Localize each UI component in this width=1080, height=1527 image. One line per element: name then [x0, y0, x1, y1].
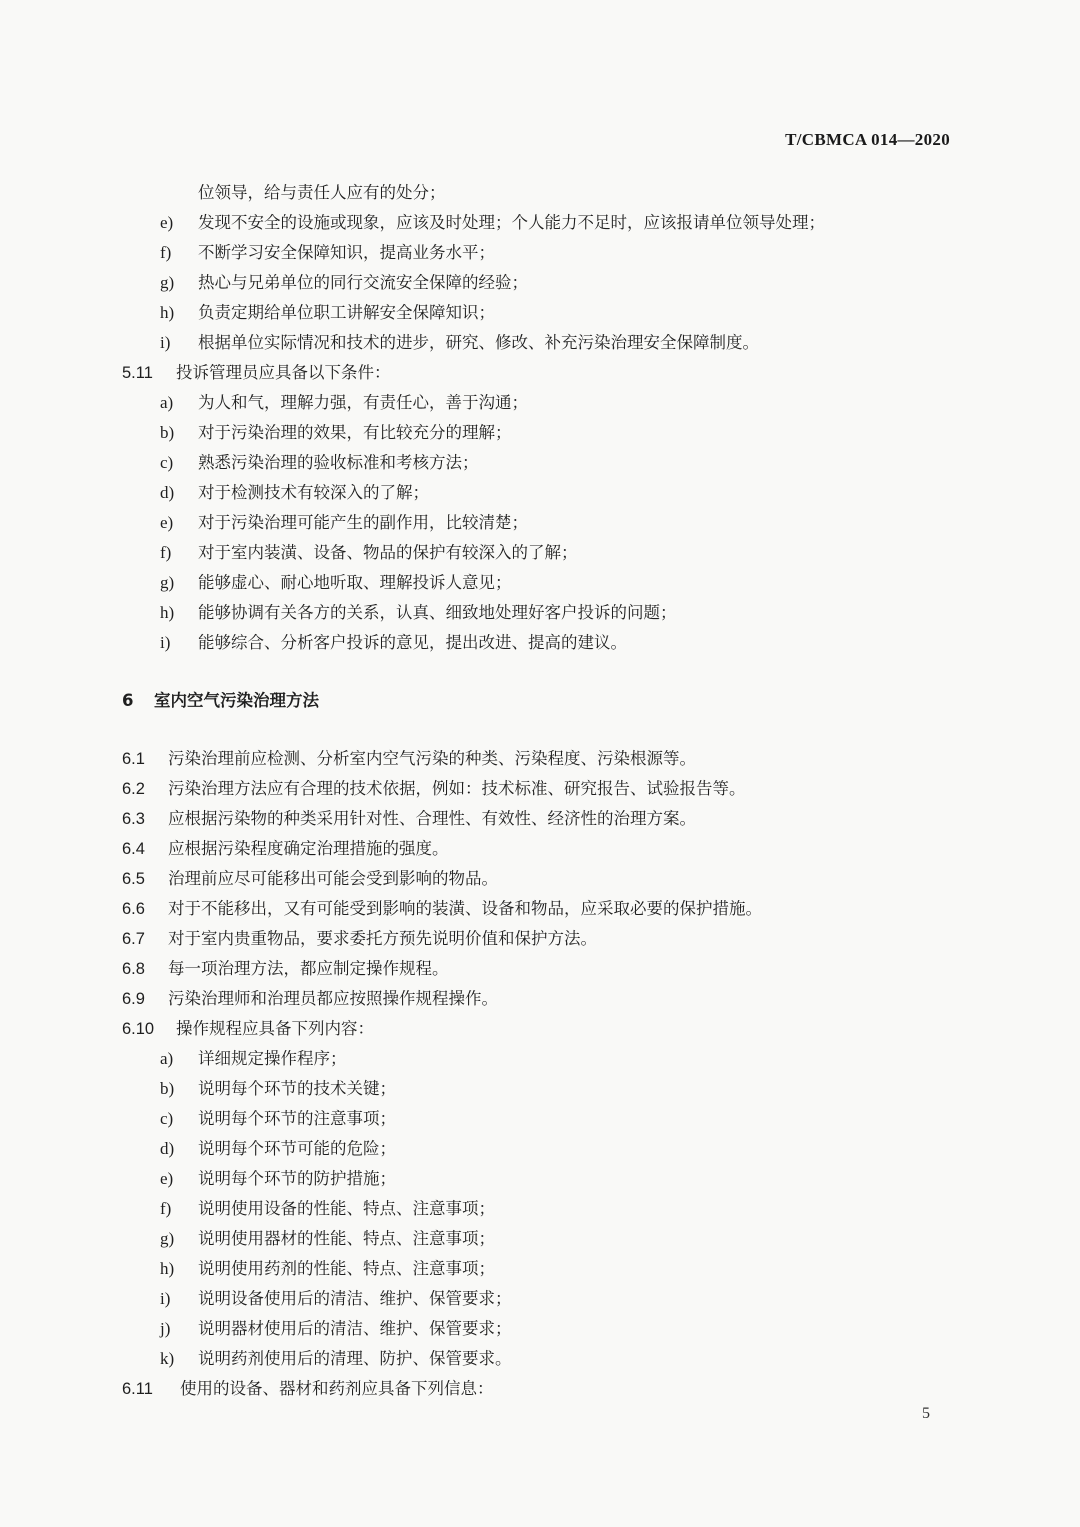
list-item-label: g)	[160, 273, 175, 292]
list-item-text: 对于污染治理可能产生的副作用，比较清楚；	[198, 513, 528, 532]
list-item-text: 说明每个环节可能的危险；	[198, 1139, 396, 1158]
list-item-text: 说明每个环节的技术关键；	[198, 1079, 396, 1098]
clause-number: 6.8	[122, 960, 145, 978]
clause-text: 操作规程应具备下列内容：	[176, 1019, 374, 1038]
clause-number: 6.3	[122, 810, 145, 828]
document-id: T/CBMCA 014—2020	[785, 130, 950, 149]
clause-number: 6.10	[122, 1020, 155, 1038]
list-item-text: 对于污染治理的效果，有比较充分的理解；	[198, 423, 512, 442]
clause-number: 6.2	[122, 780, 145, 798]
list-item-text: 说明每个环节的防护措施；	[198, 1169, 396, 1188]
clause-text: 每一项治理方法，都应制定操作规程。	[168, 959, 449, 978]
list-item-text: 对于检测技术有较深入的了解；	[198, 483, 429, 502]
list-item-text: 说明每个环节的注意事项；	[198, 1109, 396, 1128]
list-item-label: k)	[160, 1349, 175, 1368]
list-item-text: 为人和气，理解力强，有责任心，善于沟通；	[198, 393, 528, 412]
list-item-text: 说明使用设备的性能、特点、注意事项；	[198, 1199, 495, 1218]
clause-text: 投诉管理员应具备以下条件：	[176, 363, 391, 382]
list-item-label: e)	[160, 213, 174, 232]
list-item-label: i)	[160, 333, 171, 352]
page-number: 5	[922, 1405, 930, 1422]
list-item-label: i)	[160, 1289, 171, 1308]
list-item-text: 不断学习安全保障知识，提高业务水平；	[198, 243, 495, 262]
section-title: 室内空气污染治理方法	[154, 691, 319, 710]
clause-number: 6.1	[122, 750, 145, 768]
list-item-text: 熟悉污染治理的验收标准和考核方法；	[198, 453, 479, 472]
list-item-label: b)	[160, 423, 175, 442]
list-item-label: h)	[160, 1259, 175, 1278]
list-item-label: i)	[160, 633, 171, 652]
list-item-label: f)	[160, 1199, 172, 1218]
list-item-text: 根据单位实际情况和技术的进步，研究、修改、补充污染治理安全保障制度。	[198, 333, 759, 352]
list-item-label: g)	[160, 573, 175, 592]
list-item-label: h)	[160, 603, 175, 622]
clause-text: 对于室内贵重物品，要求委托方预先说明价值和保护方法。	[168, 929, 597, 948]
list-item-text: 说明器材使用后的清洁、维护、保管要求；	[198, 1319, 512, 1338]
list-item-text: 说明使用药剂的性能、特点、注意事项；	[198, 1259, 495, 1278]
clause-text: 应根据污染物的种类采用针对性、合理性、有效性、经济性的治理方案。	[168, 809, 696, 828]
list-item-text: 能够协调有关各方的关系，认真、细致地处理好客户投诉的问题；	[198, 603, 677, 622]
list-item-label: a)	[160, 1049, 174, 1068]
list-item-text: 能够虚心、耐心地听取、理解投诉人意见；	[198, 573, 512, 592]
list-item-text: 热心与兄弟单位的同行交流安全保障的经验；	[198, 273, 528, 292]
clause-text: 污染治理师和治理员都应按照操作规程操作。	[168, 989, 498, 1008]
clause-text: 污染治理前应检测、分析室内空气污染的种类、污染程度、污染根源等。	[168, 749, 696, 768]
clause-number: 6.7	[122, 930, 145, 948]
list-item-label: f)	[160, 243, 172, 262]
list-item-text: 能够综合、分析客户投诉的意见，提出改进、提高的建议。	[198, 633, 627, 652]
continuation-text: 位领导，给与责任人应有的处分；	[198, 183, 446, 202]
list-item-label: h)	[160, 303, 175, 322]
list-item-label: f)	[160, 543, 172, 562]
clause-text: 使用的设备、器材和药剂应具备下列信息：	[180, 1379, 494, 1398]
clause-text: 污染治理方法应有合理的技术依据，例如：技术标准、研究报告、试验报告等。	[168, 779, 746, 798]
clause-number: 6.9	[122, 990, 145, 1008]
clause-number: 6.5	[122, 870, 145, 888]
list-item-label: a)	[160, 393, 174, 412]
clause-number: 6.6	[122, 900, 145, 918]
section-number: 6	[122, 691, 134, 710]
list-item-label: d)	[160, 483, 175, 502]
list-item-label: e)	[160, 513, 174, 532]
list-item-text: 详细规定操作程序；	[198, 1049, 347, 1068]
clause-number: 5.11	[122, 364, 153, 382]
list-item-label: d)	[160, 1139, 175, 1158]
list-item-label: e)	[160, 1169, 174, 1188]
clause-text: 应根据污染程度确定治理措施的强度。	[168, 839, 449, 858]
clause-number: 6.4	[122, 840, 145, 858]
list-item-text: 说明设备使用后的清洁、维护、保管要求；	[198, 1289, 512, 1308]
list-item-label: c)	[160, 453, 174, 472]
list-item-label: b)	[160, 1079, 175, 1098]
list-item-label: g)	[160, 1229, 175, 1248]
clause-text: 对于不能移出，又有可能受到影响的装潢、设备和物品，应采取必要的保护措施。	[168, 899, 762, 918]
list-item-label: c)	[160, 1109, 174, 1128]
list-item-text: 对于室内装潢、设备、物品的保护有较深入的了解；	[198, 543, 578, 562]
list-item-text: 说明药剂使用后的清理、防护、保管要求。	[198, 1349, 512, 1368]
list-item-text: 说明使用器材的性能、特点、注意事项；	[198, 1229, 495, 1248]
list-item-text: 发现不安全的设施或现象，应该及时处理；个人能力不足时，应该报请单位领导处理；	[198, 213, 825, 232]
list-item-label: j)	[160, 1319, 171, 1338]
clause-text: 治理前应尽可能移出可能会受到影响的物品。	[168, 869, 498, 888]
clause-number: 6.11	[122, 1380, 153, 1398]
list-item-text: 负责定期给单位职工讲解安全保障知识；	[198, 303, 495, 322]
